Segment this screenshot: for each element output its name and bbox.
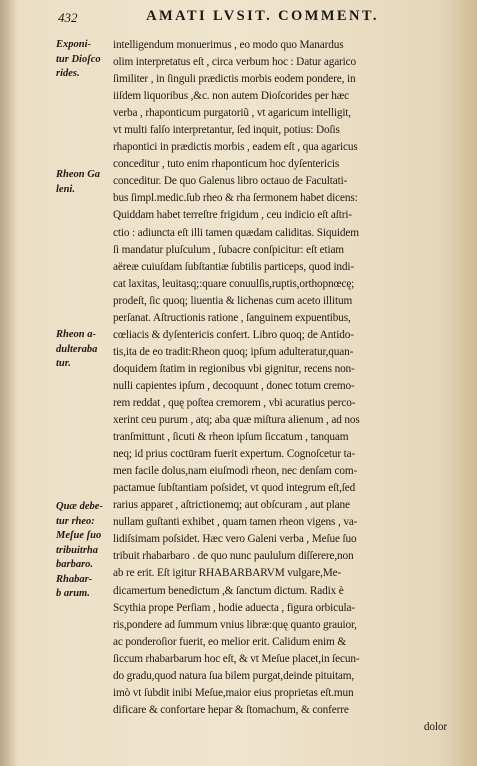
text-line: cœliacis & dyſentericis confert. Libro quoq; de Antido- <box>113 328 354 341</box>
body-text <box>113 37 449 736</box>
page-header <box>58 8 467 28</box>
margin-note-line: leni. <box>56 183 75 195</box>
text-line: tis,ita de eo tradit:Rheon quoq; ipſum adulteratur,quan- <box>113 345 354 358</box>
text-line: cat laxitas, leuitasq;:quare conuulſis,ruptis,orthopnœcę; <box>113 277 355 290</box>
text-line: prodeſt, ſic quoq; liuentia & lichenas cum aceto illitum <box>113 294 353 307</box>
text-line: Scythia prope Perſiam , hodie aduecta , figura orbicula- <box>113 601 355 614</box>
margin-note-line: Rheon a- <box>56 329 96 340</box>
text-line: rarius apparet , aſtrictionemq; aut obſcuram , aut plane <box>113 499 350 512</box>
margin-note-line: rides. <box>56 68 80 79</box>
text-line: verba , rhaponticum purgatoriũ , vt agaricum intelligit, <box>113 107 351 120</box>
text-line: ſiccum rhabarbarum hoc eſt, & vt Meſue placet,in ſecun- <box>113 652 360 665</box>
margin-note-line: tur Dioſco <box>56 53 101 65</box>
text-line: olim interpretatus eſt , circa verbum hoc : Datur agarico <box>113 56 357 69</box>
text-line: dolor <box>423 720 447 733</box>
text-line: dificare & confortare hepar & ſtomachum, & conferre <box>113 703 349 716</box>
running-head: AMATI LVSIT. COMMENT. <box>146 8 379 24</box>
margin-note <box>56 500 116 602</box>
text-line: nullam guſtanti exhibet , quam tamen rheon vigens , va- <box>113 516 358 529</box>
text-line: do gradu,quod natura ſua bilem purgat,deinde pituitam, <box>113 669 355 682</box>
margin-note-line: Meſue ſuo <box>56 530 102 541</box>
margin-note-line: Rhabar- <box>56 573 93 585</box>
text-line: aëreæ cuiuſdam ſubſtantiæ ſubtilis particeps, quod indi- <box>113 260 355 273</box>
text-line: nulli capientes ipſum , decoquunt , donec totum cremo- <box>113 379 355 392</box>
text-line: bus ſimpl.medic.ſub rheo & rha ſermonem habet dicens: <box>113 192 358 205</box>
text-line: conceditur , tuto enim rhaponticum hoc dyſentericis <box>113 158 340 171</box>
text-line: men facile dolus,nam eiuſmodi rheon, nec denſam com- <box>113 465 358 478</box>
text-line: conceditur. De quo Galenus libro octauo de Facultati- <box>113 175 348 188</box>
text-line: pactamue ſubſtantiam poſsidet, vt quod integrum eſt,ſed <box>113 482 356 495</box>
text-line: intelligendum monuerimus , eo modo quo Manardus <box>113 39 344 51</box>
text-line: ctio : adiuncta eſt illi tamen quædam caliditas. Siquidem <box>113 226 359 239</box>
margin-note-line: barbaro. <box>56 559 94 570</box>
text-line: tranſmittunt , ſicuti & rheon ipſum ſiccatum , tanquam <box>113 431 349 444</box>
margin-note <box>56 328 116 372</box>
text-line: Quiddam habet terreſtre frigidum , ceu indicio eſt aſtri- <box>113 209 352 222</box>
margin-note-line: Quæ debe- <box>56 501 103 512</box>
text-line: rem reddat , quę poſtea cremorem , vbi acuratius perco- <box>113 396 356 409</box>
text-line: ris,pondere ad ſummum vnius libræ:quę quanto grauior, <box>113 618 357 631</box>
text-line: iiſdem liquoribus ,&c. non autem Dioſcorides per hæc <box>113 90 349 103</box>
text-line: vt multi falſo interpretantur, ſed inquit, potius: Doſis <box>113 124 340 137</box>
text-line: dicamertum benedictum ,& ſanctum dictum. Radix è <box>113 584 344 597</box>
margin-note <box>56 168 116 197</box>
text-line: lidiſsimam poſsidet. Hæc vero Galeni verba , Meſue ſuo <box>113 533 357 546</box>
margin-note-line: tur. <box>56 358 71 369</box>
text-line: neq; id prius coctūram fuerit expertum. Cognoſcetur ta- <box>113 448 356 461</box>
text-line: perſanat. Aſtructionis ratione , ſanguinem expuentibus, <box>113 311 351 324</box>
text-line: doquidem ſtatim in regionibus vbi gignitur, recens non- <box>113 362 355 375</box>
text-line: imò vt ſubdit inibi Meſue,maior eius proprietas eſt.mun <box>113 686 354 699</box>
text-line: ac ponderoſior fuerit, eo melior erit. Calidum enim & <box>113 635 346 648</box>
text-line: ſi mandatur pluſculum , ſubacre conſpicitur: eſt etiam <box>113 243 344 256</box>
text-line: tribuit rhabarbaro . de quo nunc paululum diſſerere,non <box>113 550 354 563</box>
text-line: rhapontici in prædictis morbis , eadem eſt , qua agaricus <box>113 141 358 154</box>
page-number: 432 <box>58 10 78 25</box>
margin-note-line: dulteraba <box>56 343 98 355</box>
margin-note-line: b arum. <box>56 588 90 599</box>
margin-note <box>56 38 116 82</box>
margin-note-line: Exponi- <box>56 39 92 50</box>
margin-note-line: Rheon Ga <box>56 169 101 180</box>
text-line: ſimiliter , in ſinguli prædictis morbis eodem pondere, in <box>113 73 356 86</box>
text-line: xerint ceu purum , atq; aba quæ miſtura alienum , ad nos <box>113 414 360 427</box>
spine-shadow <box>0 0 18 766</box>
margin-note-line: tribuitrha <box>56 544 99 556</box>
margin-note-line: tur rheo: <box>56 515 95 527</box>
text-line: ab re erit. Eſt igitur RHABARBARVM vulgare,Me- <box>113 567 342 580</box>
